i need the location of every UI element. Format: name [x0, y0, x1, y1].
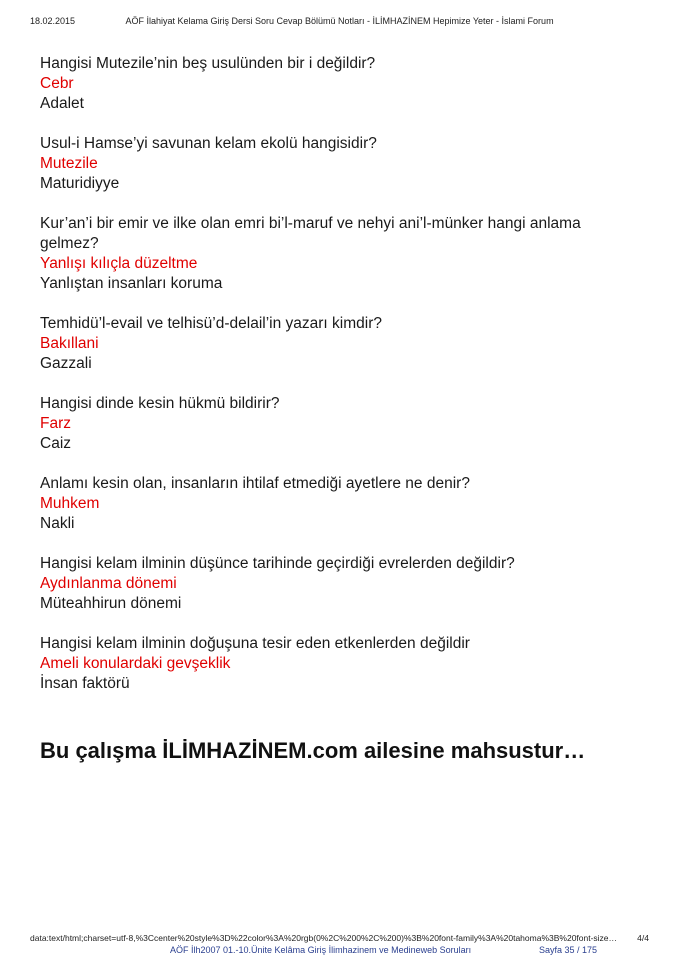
correct-answer: Aydınlanma dönemi — [40, 575, 177, 592]
print-footer — [30, 933, 649, 945]
question-text: Hangisi dinde kesin hükmü bildirir? — [40, 395, 280, 412]
question-text: Anlamı kesin olan, insanların ihtilaf etmediği ayetlere ne denir? — [40, 475, 470, 492]
wrong-option: Adalet — [40, 95, 84, 112]
question-text: Usul-i Hamse’yi savunan kelam ekolü hangisidir? — [40, 135, 377, 152]
question-text: Hangisi Mutezile’nin beş usulünden bir i değildir? — [40, 55, 376, 72]
qa-item — [40, 54, 640, 114]
qa-content — [40, 54, 640, 714]
document-footer — [0, 945, 679, 957]
question-text: Temhidü’l-evail ve telhisü’d-delail’in yazarı kimdir? — [40, 315, 382, 332]
print-page-title: AÖF İlahiyat Kelama Giriş Dersi Soru Cevap Bölümü Notları - İLİMHAZİNEM Hepimize Yeter - İslami Forum — [125, 16, 554, 26]
qa-item — [40, 634, 640, 694]
qa-item — [40, 394, 640, 454]
qa-item — [40, 474, 640, 534]
correct-answer: Cebr — [40, 75, 74, 92]
wrong-option: Gazzali — [40, 355, 92, 372]
correct-answer: Ameli konulardaki gevşeklik — [40, 655, 231, 672]
qa-item — [40, 314, 640, 374]
wrong-option: Maturidiyye — [40, 175, 120, 192]
wrong-option: Yanlıştan insanları koruma — [40, 275, 223, 292]
question-text: Hangisi kelam ilminin düşünce tarihinde geçirdiği evrelerden değildir? — [40, 555, 515, 572]
wrong-option: Müteahhirun dönemi — [40, 595, 182, 612]
question-text: Hangisi kelam ilminin doğuşuna tesir eden etkenlerden değildir — [40, 635, 470, 652]
wrong-option: Nakli — [40, 515, 75, 532]
print-date: 18.02.2015 — [30, 16, 76, 26]
correct-answer: Yanlışı kılıçla düzeltme — [40, 255, 198, 272]
closing-statement: Bu çalışma İLİMHAZİNEM.com ailesine mahsustur… — [40, 738, 586, 763]
wrong-option: İnsan faktörü — [40, 675, 130, 692]
print-url: data:text/html;charset=utf-8,%3Ccenter%20style%3D%22color%3A%20rgb(0%2C%200%2C%200)%3B%20font-family%3A%20tahoma%3B%20font-size… — [30, 933, 618, 943]
correct-answer: Farz — [40, 415, 71, 432]
qa-item — [40, 134, 640, 194]
print-page-count: 4/4 — [637, 933, 649, 943]
wrong-option: Caiz — [40, 435, 72, 452]
document-footer-title: AÖF İlh2007 01.-10.Ünite Kelâma Giriş İlimhazinem ve Medineweb Soruları — [170, 945, 472, 955]
question-text: Kur’an’i bir emir ve ilke olan emri bi’l-maruf ve nehyi ani’l-münker hangi anlama gelmez? — [40, 215, 581, 252]
print-header — [30, 16, 649, 28]
correct-answer: Muhkem — [40, 495, 100, 512]
document-page-number: Sayfa 35 / 175 — [539, 945, 598, 955]
qa-item — [40, 214, 640, 294]
correct-answer: Bakıllani — [40, 335, 99, 352]
correct-answer: Mutezile — [40, 155, 98, 172]
qa-item — [40, 554, 640, 614]
